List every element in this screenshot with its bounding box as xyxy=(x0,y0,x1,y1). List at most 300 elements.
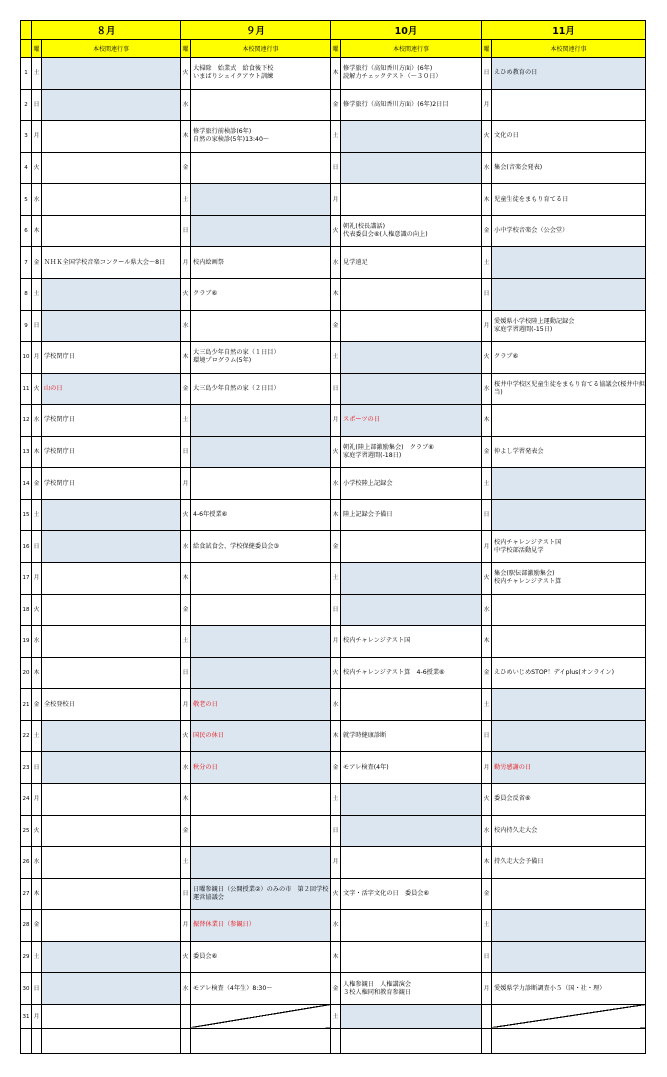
weekday-cell: 火 xyxy=(181,58,191,90)
weekday-cell: 金 xyxy=(482,878,492,910)
weekday-header: 曜 xyxy=(181,40,191,58)
event-cell: 就学時健康診断 xyxy=(341,720,482,752)
event-cell: クラブ⑥ xyxy=(191,278,331,310)
event-cell xyxy=(42,1004,181,1028)
weekday-cell: 土 xyxy=(32,278,42,310)
weekday-cell: 水 xyxy=(331,910,341,942)
event-cell: 秋分の日 xyxy=(191,752,331,784)
weekday-cell: 金 xyxy=(181,152,191,184)
blank-cell xyxy=(482,1029,492,1054)
blank-cell xyxy=(191,1029,331,1054)
events-header: 本校関連行事 xyxy=(341,40,482,58)
event-cell: 愛媛県小学校陸上運動記録会 家庭学習週間(-15日) xyxy=(492,310,646,342)
corner-cell xyxy=(21,40,32,58)
weekday-cell: 金 xyxy=(482,436,492,468)
event-cell: えひめいじめSTOP！デイplus(オンライン) xyxy=(492,657,646,689)
event-cell xyxy=(341,563,482,595)
calendar-row xyxy=(21,373,646,405)
event-cell xyxy=(42,847,181,879)
weekday-cell: 水 xyxy=(32,184,42,216)
weekday-cell: 月 xyxy=(32,342,42,374)
event-cell xyxy=(42,657,181,689)
weekday-cell: 日 xyxy=(181,215,191,247)
event-cell xyxy=(42,278,181,310)
event-cell: 4-6年授業⑥ xyxy=(191,499,331,531)
weekday-cell: 日 xyxy=(32,89,42,121)
weekday-cell: 土 xyxy=(331,342,341,374)
calendar-row xyxy=(21,121,646,153)
weekday-cell: 火 xyxy=(32,373,42,405)
event-cell xyxy=(42,815,181,847)
calendar-row xyxy=(21,941,646,973)
calendar-row xyxy=(21,184,646,216)
event-cell xyxy=(191,436,331,468)
calendar-row xyxy=(21,247,646,279)
weekday-cell: 木 xyxy=(32,436,42,468)
calendar-row xyxy=(21,89,646,121)
event-cell xyxy=(42,973,181,1005)
event-cell xyxy=(191,468,331,500)
calendar-row xyxy=(21,436,646,468)
weekday-cell: 金 xyxy=(181,594,191,626)
event-cell: えひめ教育の日 xyxy=(492,58,646,90)
day-number: 28 xyxy=(21,910,32,942)
event-cell: 日曜参観日（公開授業②）のみの市 第２回学校運営協議会 xyxy=(191,878,331,910)
event-cell: 大三島少年自然の家（２日目） xyxy=(191,373,331,405)
event-cell: 集会(音楽会発表) xyxy=(492,152,646,184)
calendar-row xyxy=(21,594,646,626)
day-number: 14 xyxy=(21,468,32,500)
blank-cell xyxy=(181,1029,191,1054)
day-number: 19 xyxy=(21,626,32,658)
calendar-row xyxy=(21,468,646,500)
day-number: 18 xyxy=(21,594,32,626)
event-cell: 校内絵画祭 xyxy=(191,247,331,279)
event-cell xyxy=(492,689,646,721)
calendar-row xyxy=(21,783,646,815)
calendar-row xyxy=(21,973,646,1005)
day-number: 26 xyxy=(21,847,32,879)
calendar-row xyxy=(21,278,646,310)
weekday-cell: 火 xyxy=(181,499,191,531)
calendar-row xyxy=(21,815,646,847)
day-number: 3 xyxy=(21,121,32,153)
event-cell xyxy=(341,184,482,216)
column-header-row xyxy=(21,40,646,58)
weekday-cell: 金 xyxy=(482,215,492,247)
event-cell xyxy=(492,878,646,910)
weekday-cell: 火 xyxy=(331,215,341,247)
event-cell: 文化の日 xyxy=(492,121,646,153)
month-header-oct: 10月 xyxy=(331,21,482,40)
weekday-cell: 金 xyxy=(331,89,341,121)
day-number: 25 xyxy=(21,815,32,847)
day-number: 29 xyxy=(21,941,32,973)
calendar-row xyxy=(21,563,646,595)
event-cell xyxy=(42,184,181,216)
weekday-cell: 月 xyxy=(331,405,341,437)
weekday-cell: 火 xyxy=(181,941,191,973)
event-cell xyxy=(341,594,482,626)
weekday-cell: 木 xyxy=(32,215,42,247)
event-cell: 修学旅行前検診(6年) 自然の家検診(5年)13:40～ xyxy=(191,121,331,153)
event-cell: 愛媛県学力診断調査小５（国・社・理） xyxy=(492,973,646,1005)
event-cell xyxy=(42,626,181,658)
event-cell xyxy=(191,657,331,689)
weekday-cell: 水 xyxy=(32,405,42,437)
event-cell: スポーツの日 xyxy=(341,405,482,437)
day-number: 23 xyxy=(21,752,32,784)
event-cell: 校内チャレンジテスト算 4-6授業⑥ xyxy=(341,657,482,689)
weekday-cell: 月 xyxy=(331,184,341,216)
weekday-cell: 土 xyxy=(482,689,492,721)
event-cell xyxy=(341,910,482,942)
day-number: 9 xyxy=(21,310,32,342)
weekday-cell: 水 xyxy=(331,468,341,500)
weekday-cell: 土 xyxy=(181,847,191,879)
month-header-nov: 11月 xyxy=(482,21,646,40)
calendar-row xyxy=(21,847,646,879)
weekday-cell: 木 xyxy=(482,847,492,879)
calendar-row xyxy=(21,910,646,942)
weekday-cell: 水 xyxy=(181,89,191,121)
weekday-cell: 木 xyxy=(181,783,191,815)
event-cell xyxy=(492,941,646,973)
event-cell xyxy=(492,89,646,121)
event-cell xyxy=(42,941,181,973)
weekday-cell: 水 xyxy=(181,531,191,563)
weekday-cell: 月 xyxy=(181,468,191,500)
event-cell xyxy=(42,531,181,563)
weekday-cell: 月 xyxy=(482,531,492,563)
event-cell: 小中学校音楽会（公会堂） xyxy=(492,215,646,247)
event-cell: 修学旅行（高知香川方面）(6年)2日目 xyxy=(341,89,482,121)
event-cell: 桜井中学校区児童生徒をまもり育てる協議会(桜井中担当) xyxy=(492,373,646,405)
weekday-cell: 日 xyxy=(482,499,492,531)
day-number: 2 xyxy=(21,89,32,121)
day-number: 20 xyxy=(21,657,32,689)
day-number: 12 xyxy=(21,405,32,437)
event-cell xyxy=(492,594,646,626)
weekday-cell: 土 xyxy=(181,184,191,216)
event-cell: 見学遠足 xyxy=(341,247,482,279)
calendar-row xyxy=(21,215,646,247)
event-cell xyxy=(492,278,646,310)
weekday-cell xyxy=(181,1004,191,1028)
weekday-cell: 木 xyxy=(331,58,341,90)
weekday-cell: 火 xyxy=(482,121,492,153)
weekday-cell: 火 xyxy=(32,815,42,847)
event-cell: 仲よし学習発表会 xyxy=(492,436,646,468)
weekday-cell: 火 xyxy=(331,657,341,689)
calendar-row xyxy=(21,152,646,184)
calendar-row xyxy=(21,405,646,437)
event-cell xyxy=(191,184,331,216)
weekday-cell: 水 xyxy=(181,310,191,342)
weekday-cell: 金 xyxy=(482,657,492,689)
event-cell xyxy=(191,626,331,658)
event-cell: 文字・活字文化の日 委員会⑥ xyxy=(341,878,482,910)
day-number: 13 xyxy=(21,436,32,468)
event-cell: 委員会反省⑥ xyxy=(492,783,646,815)
event-cell: 大掃除 始業式 給食後下校 いまばりシェイクアウト訓練 xyxy=(191,58,331,90)
weekday-cell: 日 xyxy=(331,373,341,405)
weekday-cell: 火 xyxy=(181,278,191,310)
event-cell xyxy=(341,310,482,342)
day-number: 30 xyxy=(21,973,32,1005)
event-cell: 朝礼(校長講話) 代表委員会⑥(人権意識の向上) xyxy=(341,215,482,247)
weekday-cell: 金 xyxy=(331,310,341,342)
event-cell xyxy=(191,310,331,342)
day-number: 22 xyxy=(21,720,32,752)
weekday-cell: 火 xyxy=(482,563,492,595)
calendar-row xyxy=(21,626,646,658)
event-cell: 人権参観日 人権講演会 ３校人権同和教育参観日 xyxy=(341,973,482,1005)
weekday-cell: 金 xyxy=(32,689,42,721)
weekday-cell: 金 xyxy=(331,752,341,784)
weekday-cell: 土 xyxy=(331,783,341,815)
event-cell xyxy=(492,405,646,437)
weekday-cell: 木 xyxy=(32,657,42,689)
event-cell: ＮＨＫ全国学校音楽コンクール県大会～8日 xyxy=(42,247,181,279)
event-cell: モアレ検査（4年生）8:30～ xyxy=(191,973,331,1005)
calendar-row xyxy=(21,752,646,784)
weekday-cell: 土 xyxy=(331,1004,341,1028)
calendar-row xyxy=(21,342,646,374)
event-cell xyxy=(42,783,181,815)
calendar-row xyxy=(21,878,646,910)
weekday-cell: 水 xyxy=(32,847,42,879)
weekday-cell: 木 xyxy=(181,563,191,595)
calendar-row xyxy=(21,689,646,721)
calendar-row xyxy=(21,531,646,563)
event-cell xyxy=(42,310,181,342)
weekday-cell: 木 xyxy=(181,342,191,374)
event-cell xyxy=(42,878,181,910)
event-cell xyxy=(341,689,482,721)
event-cell xyxy=(492,499,646,531)
weekday-cell: 日 xyxy=(482,720,492,752)
weekday-cell: 月 xyxy=(32,563,42,595)
event-cell xyxy=(42,594,181,626)
event-cell xyxy=(341,342,482,374)
weekday-cell: 日 xyxy=(32,531,42,563)
blank-cell xyxy=(32,1029,42,1054)
weekday-cell: 火 xyxy=(482,783,492,815)
calendar-body xyxy=(21,58,646,1054)
weekday-cell: 日 xyxy=(32,752,42,784)
day-number: 27 xyxy=(21,878,32,910)
calendar-row xyxy=(21,657,646,689)
event-cell xyxy=(191,405,331,437)
events-header: 本校関連行事 xyxy=(191,40,331,58)
event-cell xyxy=(492,626,646,658)
event-cell xyxy=(191,783,331,815)
blank-row xyxy=(21,1029,646,1054)
event-cell xyxy=(42,910,181,942)
day-number: 31 xyxy=(21,1004,32,1028)
event-cell xyxy=(42,121,181,153)
weekday-cell: 火 xyxy=(32,594,42,626)
weekday-cell: 月 xyxy=(482,752,492,784)
event-cell: 大三島少年自然の家（１日目） 環境プログラム(5年) xyxy=(191,342,331,374)
weekday-cell: 木 xyxy=(331,941,341,973)
weekday-cell: 金 xyxy=(181,815,191,847)
weekday-cell: 日 xyxy=(181,436,191,468)
event-cell: 児童生徒をまもり育てる日 xyxy=(492,184,646,216)
event-cell xyxy=(42,499,181,531)
event-cell xyxy=(42,752,181,784)
event-cell xyxy=(42,58,181,90)
event-cell xyxy=(492,247,646,279)
weekday-cell: 日 xyxy=(32,973,42,1005)
event-cell: 集会(駅伝部激励集会) 校内チャレンジテスト算 xyxy=(492,563,646,595)
weekday-cell: 月 xyxy=(32,1004,42,1028)
weekday-cell: 日 xyxy=(482,278,492,310)
weekday-cell: 日 xyxy=(331,594,341,626)
event-cell: 学校閉庁日 xyxy=(42,468,181,500)
weekday-cell: 土 xyxy=(482,247,492,279)
blank-cell xyxy=(42,1029,181,1054)
event-cell xyxy=(42,215,181,247)
weekday-cell: 日 xyxy=(482,941,492,973)
event-cell: 学校閉庁日 xyxy=(42,436,181,468)
month-header-aug: ８月 xyxy=(32,21,181,40)
weekday-cell: 金 xyxy=(181,373,191,405)
month-header-sep: ９月 xyxy=(181,21,331,40)
day-number: 6 xyxy=(21,215,32,247)
weekday-cell: 月 xyxy=(482,310,492,342)
calendar-row xyxy=(21,720,646,752)
weekday-cell: 木 xyxy=(482,405,492,437)
weekday-header: 曜 xyxy=(482,40,492,58)
event-cell: 校内チャレンジテスト国 中学校部活動見学 xyxy=(492,531,646,563)
weekday-cell: 金 xyxy=(32,910,42,942)
event-cell xyxy=(341,373,482,405)
event-cell: 学校閉庁日 xyxy=(42,342,181,374)
event-cell xyxy=(492,910,646,942)
weekday-cell: 土 xyxy=(331,121,341,153)
event-cell: 国民の休日 xyxy=(191,720,331,752)
event-cell: 小学校陸上記録会 xyxy=(341,468,482,500)
events-header: 本校関連行事 xyxy=(42,40,181,58)
event-cell xyxy=(341,815,482,847)
event-cell xyxy=(42,563,181,595)
weekday-cell: 水 xyxy=(331,247,341,279)
calendar-row xyxy=(21,310,646,342)
event-cell xyxy=(191,815,331,847)
blank-cell xyxy=(21,1029,32,1054)
event-cell: 給食試食会、学校保健委員会③ xyxy=(191,531,331,563)
day-number: 1 xyxy=(21,58,32,90)
weekday-cell: 土 xyxy=(331,563,341,595)
weekday-cell: 水 xyxy=(331,689,341,721)
weekday-cell: 土 xyxy=(32,58,42,90)
event-cell: 修学旅行（高知香川方面）(6年) 読解力チェックテスト（～３０日） xyxy=(341,58,482,90)
weekday-cell: 日 xyxy=(331,815,341,847)
event-cell: 陸上記録会予備日 xyxy=(341,499,482,531)
event-cell xyxy=(492,468,646,500)
weekday-cell: 土 xyxy=(32,941,42,973)
event-cell xyxy=(191,215,331,247)
day-number: 10 xyxy=(21,342,32,374)
weekday-cell: 木 xyxy=(482,184,492,216)
event-cell xyxy=(341,121,482,153)
weekday-header: 曜 xyxy=(32,40,42,58)
event-cell xyxy=(42,720,181,752)
event-cell xyxy=(341,152,482,184)
weekday-cell: 土 xyxy=(181,626,191,658)
weekday-cell: 木 xyxy=(331,720,341,752)
weekday-cell: 火 xyxy=(331,878,341,910)
weekday-header: 曜 xyxy=(331,40,341,58)
weekday-cell xyxy=(482,1004,492,1028)
weekday-cell: 月 xyxy=(331,847,341,879)
weekday-cell: 火 xyxy=(331,436,341,468)
weekday-cell: 水 xyxy=(482,594,492,626)
calendar-row xyxy=(21,1004,646,1028)
weekday-cell: 土 xyxy=(181,405,191,437)
day-number: 15 xyxy=(21,499,32,531)
calendar-row xyxy=(21,499,646,531)
day-number: 21 xyxy=(21,689,32,721)
weekday-cell: 日 xyxy=(331,152,341,184)
event-cell xyxy=(42,89,181,121)
weekday-cell: 木 xyxy=(331,499,341,531)
weekday-cell: 月 xyxy=(181,247,191,279)
event-cell xyxy=(191,89,331,121)
event-cell: 勤労感謝の日 xyxy=(492,752,646,784)
weekday-cell: 水 xyxy=(181,973,191,1005)
weekday-cell: 月 xyxy=(32,121,42,153)
weekday-cell: 月 xyxy=(181,910,191,942)
event-cell xyxy=(492,720,646,752)
weekday-cell: 日 xyxy=(181,878,191,910)
weekday-cell: 金 xyxy=(331,973,341,1005)
event-cell: 振替休業日（参観日） xyxy=(191,910,331,942)
weekday-cell: 水 xyxy=(482,373,492,405)
event-cell: モアレ検査(4年) xyxy=(341,752,482,784)
calendar-row xyxy=(21,58,646,90)
event-cell: 校内持久走大会 xyxy=(492,815,646,847)
weekday-cell: 水 xyxy=(32,626,42,658)
weekday-cell: 日 xyxy=(181,657,191,689)
event-cell: 全校登校日 xyxy=(42,689,181,721)
weekday-cell: 月 xyxy=(482,89,492,121)
day-number: 4 xyxy=(21,152,32,184)
corner-cell xyxy=(21,21,32,40)
event-cell: クラブ⑥ xyxy=(492,342,646,374)
event-cell xyxy=(191,1004,331,1028)
weekday-cell: 土 xyxy=(482,910,492,942)
weekday-cell: 土 xyxy=(32,720,42,752)
event-cell xyxy=(341,941,482,973)
event-cell xyxy=(341,783,482,815)
weekday-cell: 土 xyxy=(482,468,492,500)
event-cell xyxy=(341,531,482,563)
weekday-cell: 日 xyxy=(482,58,492,90)
blank-cell xyxy=(492,1029,646,1054)
event-cell: 朝礼(陸上部激励集会) クラブ⑥ 家庭学習週間(-18日) xyxy=(341,436,482,468)
event-cell: 委員会⑥ xyxy=(191,941,331,973)
blank-cell xyxy=(341,1029,482,1054)
day-number: 5 xyxy=(21,184,32,216)
day-number: 8 xyxy=(21,278,32,310)
event-cell: 敬老の日 xyxy=(191,689,331,721)
blank-cell xyxy=(331,1029,341,1054)
weekday-cell: 月 xyxy=(482,973,492,1005)
event-cell xyxy=(191,847,331,879)
